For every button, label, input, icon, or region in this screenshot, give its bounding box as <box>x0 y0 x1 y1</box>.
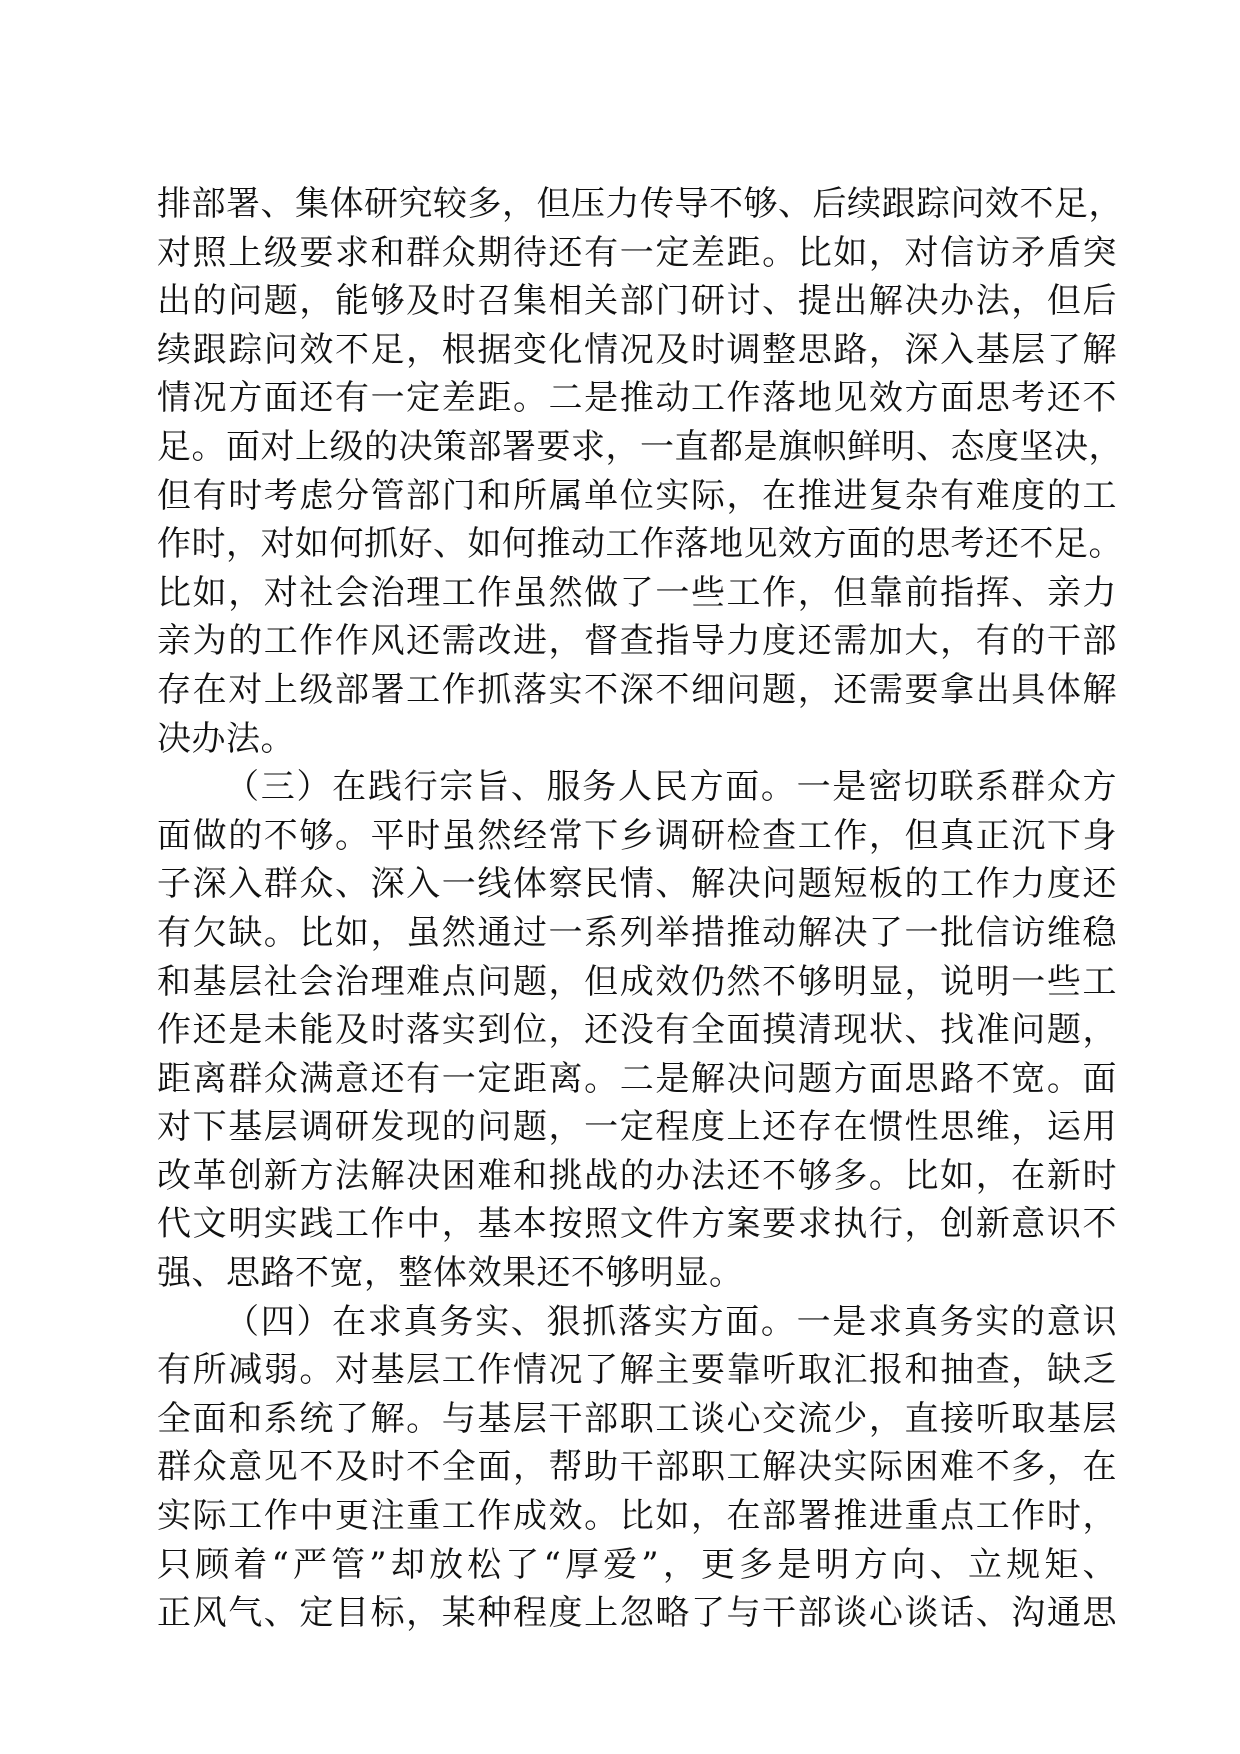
text-line: 有所减弱。对基层工作情况了解主要靠听取汇报和抽查，缺乏 <box>157 1350 1117 1391</box>
text-line: （四）在求真务实、狠抓落实方面。一是求真务实的意识 <box>225 1301 1117 1342</box>
text-line: （三）在践行宗旨、服务人民方面。一是密切联系群众方 <box>225 767 1117 808</box>
text-line: 正风气、定目标，某种程度上忽略了与干部谈心谈话、沟通思 <box>157 1593 1117 1634</box>
text-line: 决办法。 <box>157 718 295 759</box>
text-line: 排部署、集体研究较多，但压力传导不够、后续跟踪问效不足， <box>157 184 1123 224</box>
text-line: 比如，对社会治理工作虽然做了一些工作，但靠前指挥、亲力 <box>157 572 1117 613</box>
document-body <box>157 180 1123 1638</box>
text-line: 改革创新方法解决困难和挑战的办法还不够多。比如，在新时 <box>157 1155 1117 1196</box>
text-line: 有欠缺。比如，虽然通过一系列举措推动解决了一批信访维稳 <box>157 912 1117 953</box>
text-line: 和基层社会治理难点问题，但成效仍然不够明显，说明一些工 <box>157 961 1117 1002</box>
text-line: 但有时考虑分管部门和所属单位实际，在推进复杂有难度的工 <box>157 475 1117 516</box>
text-line: 作还是未能及时落实到位，还没有全面摸清现状、找准问题， <box>157 1010 1117 1051</box>
text-line: 群众意见不及时不全面，帮助干部职工解决实际困难不多，在 <box>157 1447 1117 1488</box>
text-line: 作时，对如何抓好、如何推动工作落地见效方面的思考还不足。 <box>157 524 1123 565</box>
text-line: 距离群众满意还有一定距离。二是解决问题方面思路不宽。面 <box>157 1058 1117 1099</box>
text-line: 对下基层调研发现的问题，一定程度上还存在惯性思维，运用 <box>157 1107 1117 1148</box>
text-line: 强、思路不宽，整体效果还不够明显。 <box>157 1253 744 1294</box>
text-line: 只顾着“严管”却放松了“厚爱”，更多是明方向、立规矩、 <box>157 1544 1117 1585</box>
text-line: 实际工作中更注重工作成效。比如，在部署推进重点工作时， <box>157 1496 1117 1537</box>
text-line: 亲为的工作作风还需改进，督查指导力度还需加大，有的干部 <box>157 621 1117 662</box>
text-line: 对照上级要求和群众期待还有一定差距。比如，对信访矛盾突 <box>157 232 1117 273</box>
text-line: 子深入群众、深入一线体察民情、解决问题短板的工作力度还 <box>157 864 1117 905</box>
text-line: 续跟踪问效不足，根据变化情况及时调整思路，深入基层了解 <box>157 329 1117 370</box>
text-line: 代文明实践工作中，基本按照文件方案要求执行，创新意识不 <box>157 1204 1117 1245</box>
text-line: 全面和系统了解。与基层干部职工谈心交流少，直接听取基层 <box>157 1398 1117 1439</box>
text-line: 情况方面还有一定差距。二是推动工作落地见效方面思考还不 <box>157 378 1117 419</box>
text-line: 面做的不够。平时虽然经常下乡调研检查工作，但真正沉下身 <box>157 815 1117 856</box>
text-line: 存在对上级部署工作抓落实不深不细问题，还需要拿出具体解 <box>157 669 1117 710</box>
text-line: 出的问题，能够及时召集相关部门研讨、提出解决办法，但后 <box>157 281 1117 322</box>
text-line: 足。面对上级的决策部署要求，一直都是旗帜鲜明、态度坚决， <box>157 426 1123 467</box>
